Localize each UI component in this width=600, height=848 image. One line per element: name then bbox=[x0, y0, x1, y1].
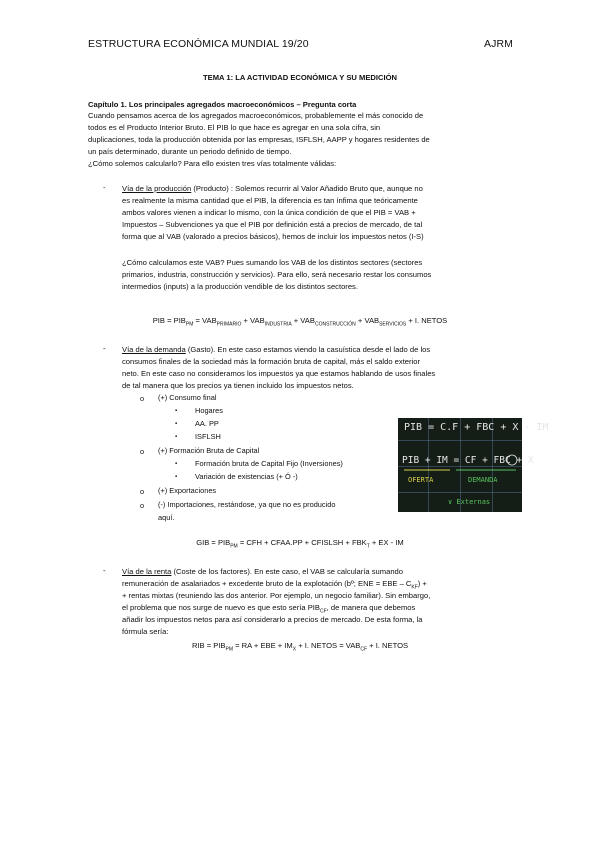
produccion-line-4: forma que al VAB (valorado a precios básicos), hemos de incluir los impuestos netos (I-S) bbox=[122, 232, 424, 241]
produccion-line-2: ambos valores vienen a indicar lo mismo, con la única condición de que el PIB = VAB + bbox=[122, 208, 416, 217]
intro-line-1: Cuando pensamos acerca de los agregados macroeconómicos, probablemente el más conocido de bbox=[88, 111, 424, 120]
demanda-line-2: neto. En este caso no consideramos los impuestos ya que estamos hablando de usos finales bbox=[122, 369, 436, 378]
renta-line-3: el problema que nos surge de nuevo es que esto sería $PIB_{CF}$, de manera que debemos bbox=[122, 603, 416, 615]
sub-marker: ▪ bbox=[175, 408, 178, 414]
produccion-heading: Vía de la producción bbox=[122, 184, 192, 193]
demanda-line-3: de tal manera que los precios ya tienen incluido los impuestos netos. bbox=[122, 381, 354, 390]
produccion-line-1: es realmente la misma cantidad que el PIB, la diferencia es tan ínfima que teóricamente bbox=[122, 196, 418, 205]
demanda-line-0 bbox=[122, 344, 516, 356]
board-chalk-marks bbox=[398, 418, 522, 512]
renta-line-0 bbox=[122, 566, 516, 578]
intro-line-3: duplicaciones, toda la producción obtenida por las empresas, ISFLSH, AAPP y hogares residentes de bbox=[88, 135, 430, 144]
formula-renta: RIB = $PIB_{PM}$ = RA + EBE + $IM_X + I$. NETOS = $VAB_{CF} + I$. NETOS bbox=[191, 641, 409, 653]
sub-marker: ▪ bbox=[175, 434, 178, 440]
demanda-item-consumo: (+) Consumo final bbox=[158, 393, 217, 402]
demanda-sub-fbcf: Formación bruta de Capital Fijo (Inversiones) bbox=[195, 459, 343, 468]
demanda-sub-aapp: AA. PP bbox=[195, 419, 219, 428]
board-externas: ∨ Externas bbox=[448, 498, 491, 506]
bullet-renta: - bbox=[103, 566, 106, 575]
renta-line-1: remuneración de asalariados + excedente bruto de la explotación (bº; ENE = EBE – $C_{KF}$) + bbox=[122, 579, 427, 591]
demanda-heading: Vía de la demanda bbox=[122, 345, 186, 354]
produccion-heading-rest: (Producto) : Solemos recurrir al Valor Añadido Bruto que, aunque no bbox=[191, 184, 423, 193]
demanda-item-importaciones: (-) Importaciones, restándose, ya que no es producido bbox=[158, 500, 336, 509]
header-author: AJRM bbox=[484, 38, 513, 50]
formula-produccion: PIB = $PIB_{PM} = VAB_{PRIMARIO} + VAB_{INDUSTRIA} + VAB_{CONSTRUCCIÓN} + VAB_{SERVICIOS} + I$. NETOS bbox=[152, 316, 448, 328]
intro-line-2: todos es el Producto Interior Bruto. El PIB lo que hace es agregar en una sola cifra, sin bbox=[88, 123, 381, 132]
board-line-1: PIB = C.F + FBC + X - IM bbox=[404, 422, 549, 433]
list-marker: o bbox=[140, 447, 145, 456]
demanda-sub-existencias: Variación de existencias (+ Ó -) bbox=[195, 472, 298, 481]
header-title: ESTRUCTURA ECONÓMICA MUNDIAL 19/20 bbox=[88, 38, 309, 50]
sub-marker: ▪ bbox=[175, 421, 178, 427]
board-demanda: DEMANDA bbox=[468, 476, 498, 484]
list-marker: o bbox=[140, 501, 145, 510]
produccion-p2-line-1: ¿Cómo calculamos este VAB? Pues sumando los VAB de los distintos sectores (sectores bbox=[122, 258, 423, 267]
sub-marker: ▪ bbox=[175, 474, 178, 480]
demanda-sub-isflsh: ISFLSH bbox=[195, 432, 221, 441]
intro-line-4: un país determinado, durante un periodo definido de tiempo. bbox=[88, 147, 292, 156]
list-marker: o bbox=[140, 394, 145, 403]
demanda-line-1: consumos finales de la sociedad más la formación bruta de capital, más el saldo exterior bbox=[122, 357, 420, 366]
demanda-item-exportaciones: (+) Exportaciones bbox=[158, 486, 217, 495]
produccion-line-3: Impuestos – Subvenciones ya que el PIB por definición está a precios de mercado, de tal bbox=[122, 220, 423, 229]
formula-demanda: GIB = $PIB_{PM}$ = CFH + CFAA.PP + CFISLSH + $FBK_T$ + EX - IM bbox=[196, 538, 404, 550]
list-marker: o bbox=[140, 487, 145, 496]
chapter-heading: Capítulo 1. Los principales agregados macroeconómicos – Pregunta corta bbox=[88, 100, 357, 109]
bullet-produccion: - bbox=[103, 183, 106, 192]
demanda-item-importaciones-2: aquí. bbox=[158, 513, 175, 522]
board-line-2: PIB + IM = CF + FBC + X bbox=[402, 455, 534, 466]
intro-line-5: ¿Cómo solemos calcularlo? Para ello existen tres vías totalmente válidas: bbox=[88, 159, 337, 168]
sub-marker: ▪ bbox=[175, 461, 178, 467]
demanda-sub-hogares: Hogares bbox=[195, 406, 223, 415]
chalkboard-photo bbox=[398, 418, 549, 512]
renta-line-2: + rentas mixtas (reuniendo las dos anterior. Por ejemplo, un negocio familiar). Sin embargo, bbox=[122, 591, 431, 600]
bullet-demanda: - bbox=[103, 344, 106, 353]
demanda-item-fbc: (+) Formación Bruta de Capital bbox=[158, 446, 260, 455]
page-title: TEMA 1: LA ACTIVIDAD ECONÓMICA Y SU MEDICIÓN bbox=[203, 73, 397, 82]
demanda-heading-rest: (Gasto). En este caso estamos viendo la casuística desde el lado de los bbox=[185, 345, 431, 354]
renta-heading: Vía de la renta bbox=[122, 567, 172, 576]
renta-line-4: añadir los impuestos netos para así considerarlo a precios de mercado. De esta forma, la bbox=[122, 615, 423, 624]
board-oferta: OFERTA bbox=[408, 476, 434, 484]
produccion-line-0 bbox=[122, 183, 516, 195]
renta-line-5: fórmula sería: bbox=[122, 627, 169, 636]
renta-heading-rest: (Coste de los factores). En este caso, el VAB se calcularía sumando bbox=[171, 567, 403, 576]
produccion-p2-line-2: primarios, industria, construcción y servicios). Para ello, será necesario restar los consumos bbox=[122, 270, 432, 279]
produccion-p2-line-3: intermedios (inputs) a la producción vendible de los distintos sectores. bbox=[122, 282, 358, 291]
